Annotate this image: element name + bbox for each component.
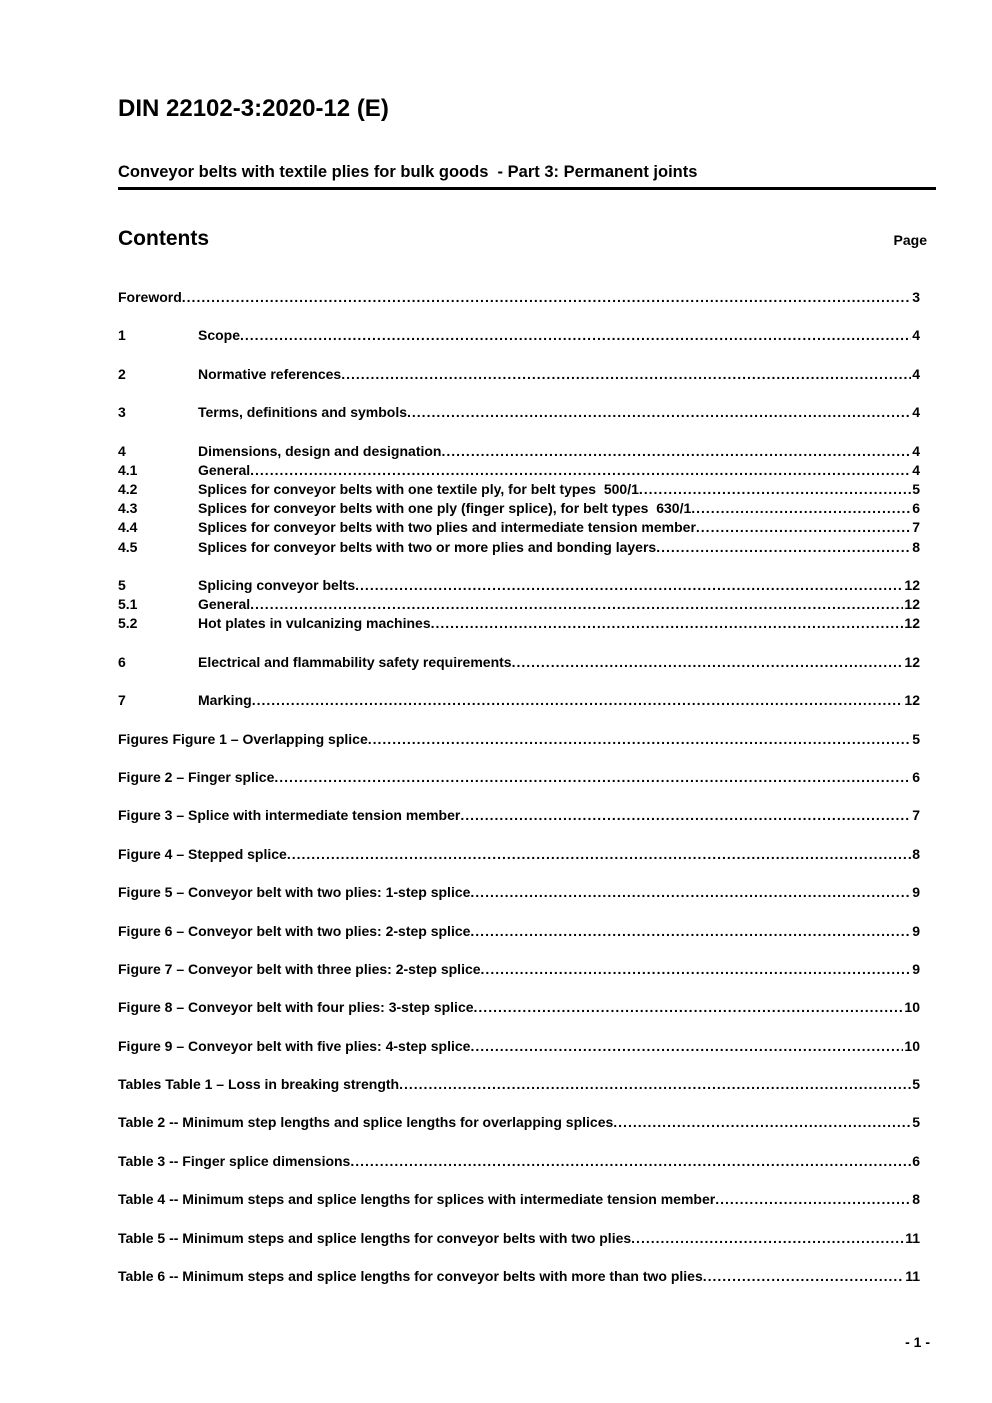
toc-entry	[118, 442, 920, 461]
toc-entry	[118, 691, 920, 710]
toc-entry	[118, 1267, 920, 1286]
toc-entry	[118, 499, 920, 518]
toc-entry	[118, 480, 920, 499]
dot-leader	[696, 518, 911, 537]
toc-entry-title: Figure 3 – Splice with intermediate tension member	[118, 807, 461, 824]
toc-entry	[118, 461, 920, 480]
toc-entry	[118, 326, 920, 345]
dot-leader	[287, 845, 911, 864]
toc-entry-page: 5	[912, 1114, 920, 1131]
toc-entry-title: Splicing conveyor belts	[198, 576, 356, 593]
dot-leader	[240, 326, 911, 345]
dot-leader	[656, 538, 911, 557]
toc-entry-title: Marking	[198, 692, 252, 709]
toc-entry	[118, 1113, 920, 1132]
dot-leader	[691, 499, 911, 518]
toc-entry-title: General	[198, 596, 251, 613]
toc-entry	[118, 538, 920, 557]
toc-entry-page: 3	[912, 289, 920, 305]
toc-entry-page: 4	[912, 442, 920, 459]
toc-entry-page: 6	[912, 768, 920, 785]
toc-entry	[118, 806, 920, 825]
toc-entry-page: 12	[904, 653, 920, 670]
toc-entry-number: 4	[118, 442, 126, 459]
dot-leader	[252, 691, 904, 710]
toc-entry-title: General	[198, 461, 251, 478]
toc-entry-title: Terms, definitions and symbols	[198, 404, 408, 421]
toc-entry	[118, 614, 920, 633]
dot-leader	[441, 442, 911, 461]
toc-entry-title: Dimensions, design and designation	[198, 442, 442, 459]
toc-entry-number: 5.2	[118, 615, 138, 632]
page-column-label: Page	[893, 232, 927, 248]
dot-leader	[470, 922, 911, 941]
toc-entry-title: Hot plates in vulcanizing machines	[198, 615, 431, 632]
toc-entry-page: 4	[912, 404, 920, 421]
table-of-contents	[118, 288, 920, 1286]
dot-leader	[613, 1113, 911, 1132]
toc-entry-title: Figure 9 – Conveyor belt with five plies: 4-step splice	[118, 1037, 471, 1054]
toc-entry-number: 4.4	[118, 519, 138, 536]
toc-entry	[118, 403, 920, 422]
dot-leader	[703, 1267, 904, 1286]
toc-entry-number: 4.5	[118, 538, 138, 555]
toc-entry-number: 2	[118, 365, 126, 382]
toc-entry-title: Table 6 -- Minimum steps and splice lengths for conveyor belts with more than two plies	[118, 1268, 703, 1285]
toc-entry-page: 5	[912, 730, 920, 747]
toc-entry-number: 6	[118, 653, 126, 670]
toc-entry-title: Splices for conveyor belts with one ply (finger splice), for belt types 630/1	[198, 500, 692, 517]
document-title: Conveyor belts with textile plies for bulk goods - Part 3: Permanent joints	[118, 163, 698, 181]
dot-leader	[639, 480, 911, 499]
toc-entry-number: 3	[118, 404, 126, 421]
toc-entry	[118, 595, 920, 614]
toc-entry-page: 12	[904, 596, 920, 613]
toc-entry-title: Table 5 -- Minimum steps and splice lengths for conveyor belts with two plies	[118, 1229, 632, 1246]
toc-entry-page: 5	[912, 480, 920, 497]
toc-entry	[118, 518, 920, 537]
toc-entry-page: 6	[912, 500, 920, 517]
dot-leader	[274, 768, 911, 787]
dot-leader	[407, 403, 911, 422]
toc-entry	[118, 883, 920, 902]
dot-leader	[250, 461, 911, 480]
toc-entry-title: Foreword	[118, 289, 182, 305]
toc-entry	[118, 288, 920, 307]
toc-entry-title: Table 3 -- Finger splice dimensions	[118, 1152, 351, 1169]
toc-entry-title: Table 4 -- Minimum steps and splice lengths for splices with intermediate tension member	[118, 1191, 716, 1208]
toc-entry-page: 5	[912, 1076, 920, 1093]
toc-entry	[118, 1152, 920, 1171]
toc-entry	[118, 1075, 920, 1094]
toc-entry	[118, 1229, 920, 1248]
toc-entry-page: 9	[912, 884, 920, 901]
toc-entry	[118, 730, 920, 749]
toc-entry	[118, 1190, 920, 1209]
contents-header-row	[118, 226, 936, 251]
toc-entry-title: Figure 5 – Conveyor belt with two plies: 1-step splice	[118, 884, 471, 901]
toc-entry-page: 7	[912, 519, 920, 536]
toc-entry-page: 9	[912, 922, 920, 939]
toc-entry	[118, 1037, 920, 1056]
dot-leader	[470, 1037, 903, 1056]
dot-leader	[341, 365, 911, 384]
toc-entry-title: Tables Table 1 – Loss in breaking strength	[118, 1076, 400, 1093]
toc-entry-page: 11	[905, 1229, 920, 1246]
dot-leader	[350, 1152, 911, 1171]
toc-entry	[118, 365, 920, 384]
document-title-rule	[118, 162, 936, 190]
toc-entry-page: 6	[912, 1152, 920, 1169]
dot-leader	[250, 595, 903, 614]
toc-entry-title: Splices for conveyor belts with one textile ply, for belt types 500/1	[198, 480, 639, 497]
toc-entry-page: 11	[905, 1268, 920, 1285]
toc-entry-title: Figure 6 – Conveyor belt with two plies: 2-step splice	[118, 922, 471, 939]
dot-leader	[368, 730, 911, 749]
dot-leader	[355, 576, 903, 595]
dot-leader	[474, 998, 904, 1017]
toc-entry-page: 10	[904, 1037, 920, 1054]
toc-entry-title: Figure 7 – Conveyor belt with three plies: 2-step splice	[118, 960, 481, 977]
toc-entry-title: Electrical and flammability safety requirements	[198, 653, 512, 670]
toc-entry-title: Figures Figure 1 – Overlapping splice	[118, 730, 368, 747]
toc-entry-page: 4	[912, 461, 920, 478]
toc-entry	[118, 576, 920, 595]
toc-entry-number: 5.1	[118, 596, 138, 613]
toc-entry-page: 8	[912, 1191, 920, 1208]
toc-entry-page: 12	[904, 576, 920, 593]
toc-entry-page: 12	[904, 692, 920, 709]
dot-leader	[715, 1190, 911, 1209]
toc-entry	[118, 768, 920, 787]
dot-leader	[460, 806, 911, 825]
document-number: DIN 22102-3:2020-12 (E)	[118, 95, 389, 122]
dot-leader	[512, 653, 904, 672]
dot-leader	[470, 883, 911, 902]
toc-entry-title: Normative references	[198, 365, 342, 382]
dot-leader	[631, 1229, 904, 1248]
toc-entry-title: Figure 4 – Stepped splice	[118, 845, 287, 862]
toc-entry-number: 1	[118, 327, 126, 344]
toc-entry	[118, 998, 920, 1017]
contents-heading: Contents	[118, 227, 209, 250]
toc-entry	[118, 845, 920, 864]
toc-entry-page: 8	[912, 845, 920, 862]
toc-entry-number: 7	[118, 692, 126, 709]
toc-entry-number: 4.1	[118, 461, 138, 478]
toc-entry-page: 9	[912, 960, 920, 977]
dot-leader	[399, 1075, 911, 1094]
toc-entry-title: Table 2 -- Minimum step lengths and splice lengths for overlapping splices	[118, 1114, 614, 1131]
toc-entry	[118, 653, 920, 672]
toc-entry-page: 4	[912, 365, 920, 382]
toc-entry-number: 4.3	[118, 500, 138, 517]
toc-entry-page: 7	[912, 807, 920, 824]
toc-entry-number: 5	[118, 576, 126, 593]
dot-leader	[182, 288, 911, 307]
dot-leader	[431, 614, 904, 633]
toc-entry-page: 12	[904, 615, 920, 632]
toc-entry-title: Splices for conveyor belts with two or more plies and bonding layers	[198, 538, 657, 555]
toc-entry-title: Figure 8 – Conveyor belt with four plies: 3-step splice	[118, 999, 474, 1016]
toc-entry-page: 4	[912, 327, 920, 344]
toc-entry	[118, 960, 920, 979]
toc-entry-title: Figure 2 – Finger splice	[118, 768, 275, 785]
toc-entry-page: 8	[912, 538, 920, 555]
dot-leader	[481, 960, 912, 979]
page-number-footer: - 1 -	[905, 1334, 930, 1350]
toc-entry-page: 10	[904, 999, 920, 1016]
toc-entry-number: 4.2	[118, 480, 138, 497]
toc-entry-title: Scope	[198, 327, 241, 344]
toc-entry-title: Splices for conveyor belts with two plies and intermediate tension member	[198, 519, 696, 536]
toc-entry	[118, 922, 920, 941]
